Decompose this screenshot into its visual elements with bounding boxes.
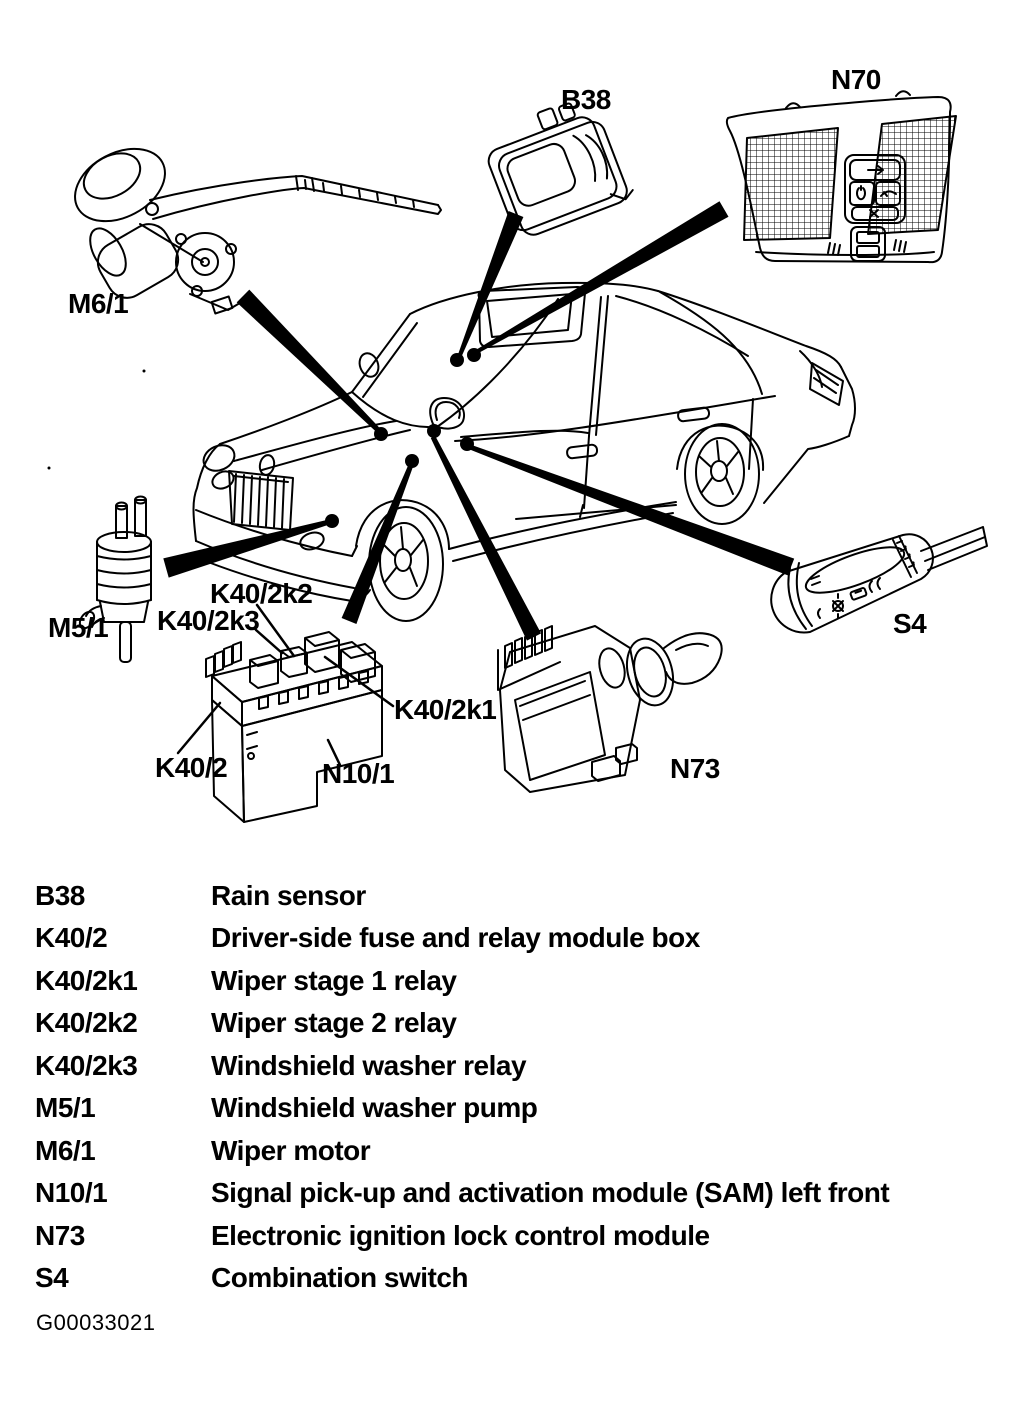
overhead-control-unit-illustration [727,91,956,262]
legend-row [35,1175,1025,1211]
legend-code: M5/1 [35,1092,96,1123]
callout-dot-n70 [467,348,481,362]
legend-code: N10/1 [35,1177,108,1208]
callout-line-s4 [469,445,794,576]
legend-desc: Signal pick-up and activation module (SAM) left front [211,1177,890,1208]
legend-row [35,1218,1025,1254]
callout-dot-m6-1 [374,427,388,441]
callout-dot-b38 [450,353,464,367]
legend-desc: Driver-side fuse and relay module box [211,922,700,953]
legend-code: M6/1 [35,1135,96,1166]
legend-desc: Windshield washer relay [211,1050,527,1081]
wiper-motor-illustration [63,134,441,313]
legend-code: K40/2 [35,922,108,953]
legend-desc: Electronic ignition lock control module [211,1220,710,1251]
callout-dot-k40-2 [405,454,419,468]
fuse-relay-box-illustration [206,632,382,822]
component-label-s4: S4 [893,608,927,639]
component-label-n10-1: N10/1 [322,758,395,789]
component-label-k40-2k3: K40/2k3 [157,605,260,636]
legend-code: S4 [35,1262,69,1293]
legend-desc: Rain sensor [211,880,366,911]
component-label-n70: N70 [831,64,881,95]
legend-desc: Wiper motor [211,1135,371,1166]
legend-row [35,1260,1025,1296]
rain-sensor-illustration [478,91,635,241]
component-label-n73: N73 [670,753,720,784]
component-label-b38: B38 [561,84,611,115]
legend-row [35,1133,1025,1169]
legend-code: B38 [35,880,85,911]
legend-desc: Wiper stage 2 relay [211,1007,457,1038]
callout-dots [325,348,481,528]
legend-row [35,963,1025,999]
component-label-m6-1: M6/1 [68,288,129,319]
legend-row [35,1090,1025,1126]
legend-code: K40/2k3 [35,1050,138,1081]
callout-dot-n73 [427,424,441,438]
legend-row [35,920,1025,956]
legend-code: K40/2k1 [35,965,138,996]
legend-desc: Combination switch [211,1262,468,1293]
component-label-k40-2k1: K40/2k1 [394,694,497,725]
legend-code: K40/2k2 [35,1007,138,1038]
legend-desc: Windshield washer pump [211,1092,538,1123]
legend-row [35,1005,1025,1041]
component-label-k40-2: K40/2 [155,752,228,783]
callout-dot-m5-1 [325,514,339,528]
component-label-m5-1: M5/1 [48,612,109,643]
callout-wedges [163,201,794,640]
legend-code: N73 [35,1220,85,1251]
legend-row [35,1048,1025,1084]
combination-switch-illustration [771,527,987,633]
figure-id: G00033021 [36,1310,156,1335]
component-label-k40-2k2: K40/2k2 [210,578,313,609]
callout-dot-s4 [460,437,474,451]
legend-desc: Wiper stage 1 relay [211,965,457,996]
legend-row [35,878,1025,914]
